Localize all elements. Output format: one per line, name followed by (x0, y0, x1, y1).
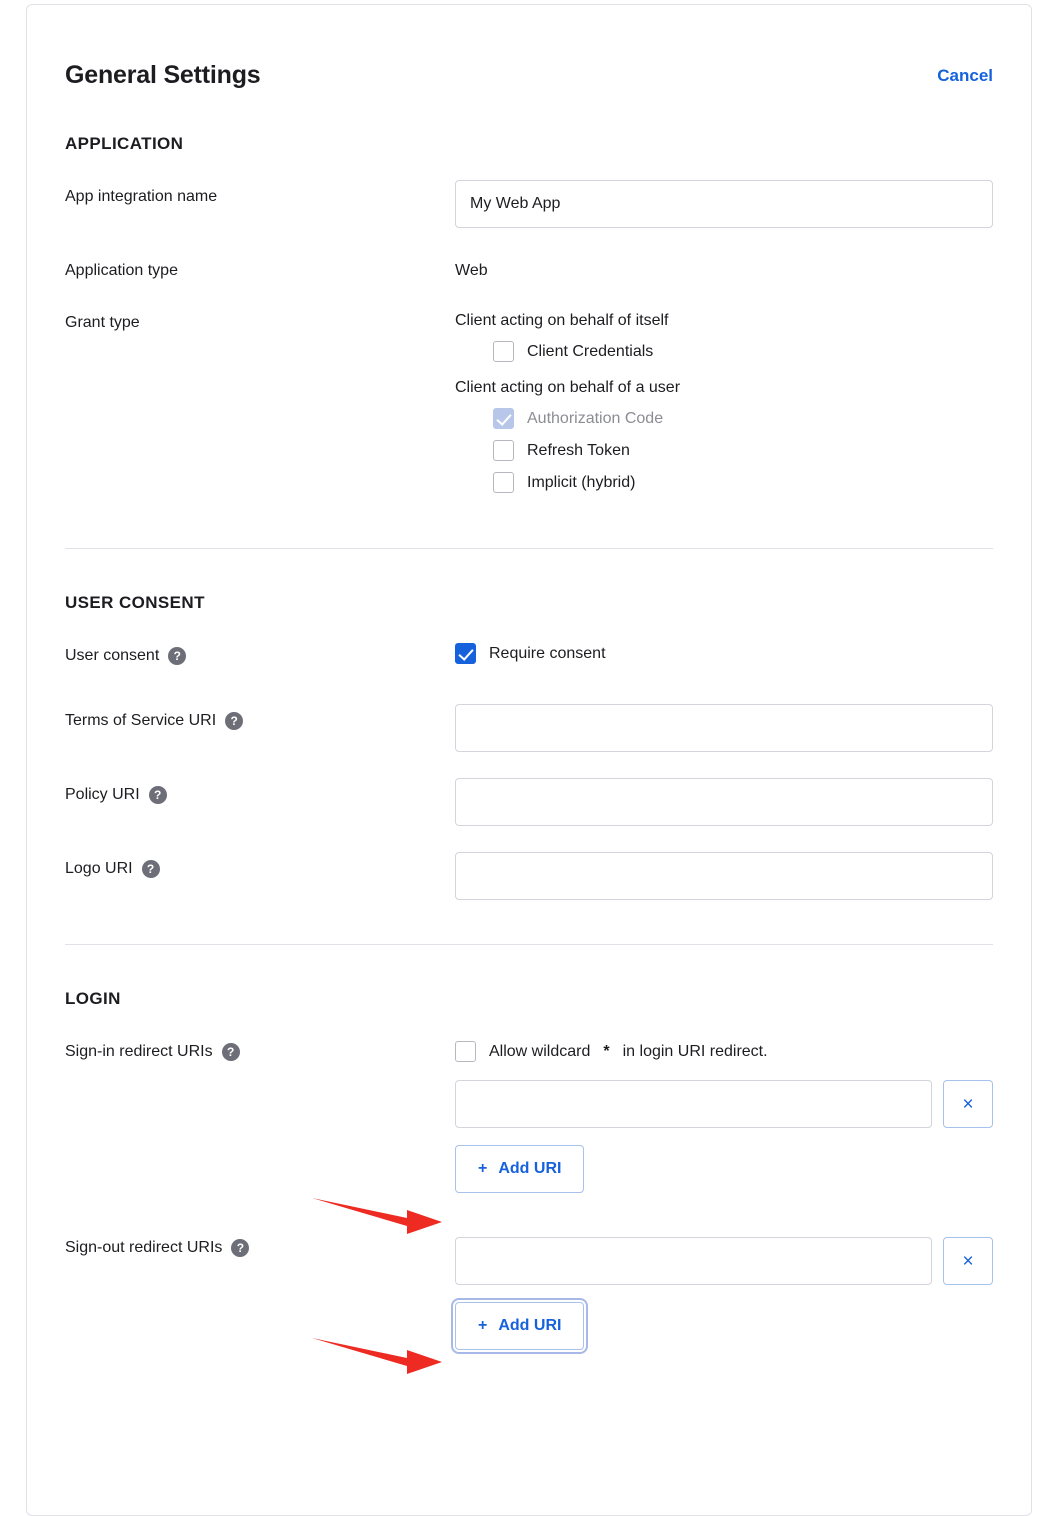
grant-group-self-label: Client acting on behalf of itself (455, 312, 669, 329)
checkbox-allow-wildcard[interactable] (455, 1041, 476, 1062)
user-consent-label-wrap (65, 639, 455, 665)
logo-uri-label-wrap (65, 852, 455, 878)
panel-header (65, 5, 993, 90)
checkbox-row-allow-wildcard[interactable] (455, 1035, 993, 1062)
plus-icon: + (478, 1317, 488, 1334)
checkbox-label-allow-wildcard-pre: Allow wildcard (489, 1042, 591, 1060)
signout-redirect-uris-label: Sign-out redirect URIs (65, 1239, 223, 1256)
section-title-user-consent: USER CONSENT (65, 593, 205, 612)
grant-group-user-label: Client acting on behalf of a user (455, 379, 681, 396)
logo-uri-label: Logo URI (65, 860, 133, 877)
app-integration-name-input[interactable] (455, 180, 993, 228)
add-signout-uri-button[interactable] (455, 1302, 584, 1350)
help-icon[interactable]: ? (149, 786, 167, 804)
signout-redirect-uris-control (455, 1219, 993, 1350)
section-title-application: APPLICATION (65, 134, 184, 153)
signin-redirect-uri-input[interactable] (455, 1080, 932, 1128)
policy-uri-input[interactable] (455, 778, 993, 826)
divider-user-consent (65, 944, 993, 945)
row-grant-type (65, 306, 993, 504)
plus-icon: + (478, 1160, 488, 1177)
row-logo-uri (65, 852, 993, 900)
row-signin-redirect-uris (65, 1035, 993, 1193)
application-type-value: Web (455, 262, 488, 279)
checkbox-label-authorization-code: Authorization Code (527, 409, 664, 427)
checkbox-label-require-consent: Require consent (489, 644, 606, 662)
checkbox-label-refresh-token: Refresh Token (527, 441, 630, 459)
checkbox-implicit-hybrid[interactable] (493, 472, 514, 493)
remove-signout-uri-button[interactable]: × (943, 1237, 993, 1285)
wildcard-star: * (603, 1042, 610, 1060)
row-application-type (65, 254, 993, 280)
application-type-label: Application type (65, 262, 178, 279)
row-policy-uri (65, 778, 993, 826)
help-icon[interactable]: ? (222, 1043, 240, 1061)
checkbox-row-authorization-code[interactable] (493, 408, 993, 429)
app-integration-name-control (455, 180, 993, 228)
grant-type-label: Grant type (65, 314, 140, 331)
row-user-consent (65, 639, 993, 678)
checkbox-label-client-credentials: Client Credentials (527, 342, 654, 360)
signin-uri-line (455, 1080, 993, 1128)
signout-redirect-uri-input[interactable] (455, 1237, 932, 1285)
remove-signin-uri-button[interactable]: × (943, 1080, 993, 1128)
policy-uri-label-wrap (65, 778, 455, 804)
cancel-button[interactable]: Cancel (937, 65, 993, 85)
help-icon[interactable]: ? (225, 712, 243, 730)
add-signin-uri-label: Add URI (498, 1160, 562, 1177)
signin-redirect-uris-label: Sign-in redirect URIs (65, 1043, 213, 1060)
help-icon[interactable]: ? (168, 647, 186, 665)
checkbox-authorization-code (493, 408, 514, 429)
signout-uri-line (455, 1237, 993, 1285)
row-app-integration-name (65, 180, 993, 228)
checkbox-label-implicit-hybrid: Implicit (hybrid) (527, 473, 636, 491)
checkbox-refresh-token[interactable] (493, 440, 514, 461)
signout-redirect-uris-label-wrap (65, 1219, 455, 1257)
checkbox-row-implicit-hybrid[interactable] (493, 472, 993, 493)
policy-uri-label: Policy URI (65, 786, 140, 803)
row-terms-of-service-uri (65, 704, 993, 752)
add-signout-uri-label: Add URI (498, 1317, 562, 1334)
checkbox-row-require-consent[interactable] (455, 643, 993, 664)
help-icon[interactable]: ? (142, 860, 160, 878)
add-signin-uri-button[interactable] (455, 1145, 584, 1193)
section-title-login: LOGIN (65, 989, 121, 1008)
grant-type-control (455, 306, 993, 504)
app-integration-name-label: App integration name (65, 188, 218, 205)
checkbox-require-consent[interactable] (455, 643, 476, 664)
general-settings-panel (26, 4, 1032, 1516)
row-signout-redirect-uris (65, 1219, 993, 1350)
checkbox-row-client-credentials[interactable] (493, 341, 993, 362)
divider-application (65, 548, 993, 549)
checkbox-client-credentials[interactable] (493, 341, 514, 362)
signin-redirect-uris-control (455, 1035, 993, 1193)
page-title: General Settings (65, 61, 261, 89)
user-consent-label: User consent (65, 647, 160, 664)
terms-of-service-uri-label: Terms of Service URI (65, 712, 217, 729)
checkbox-row-refresh-token[interactable] (493, 440, 993, 461)
terms-of-service-uri-label-wrap (65, 704, 455, 730)
help-icon[interactable]: ? (231, 1239, 249, 1257)
checkbox-label-allow-wildcard-post: in login URI redirect. (622, 1042, 768, 1060)
terms-of-service-uri-input[interactable] (455, 704, 993, 752)
logo-uri-input[interactable] (455, 852, 993, 900)
signin-redirect-uris-label-wrap (65, 1035, 455, 1061)
